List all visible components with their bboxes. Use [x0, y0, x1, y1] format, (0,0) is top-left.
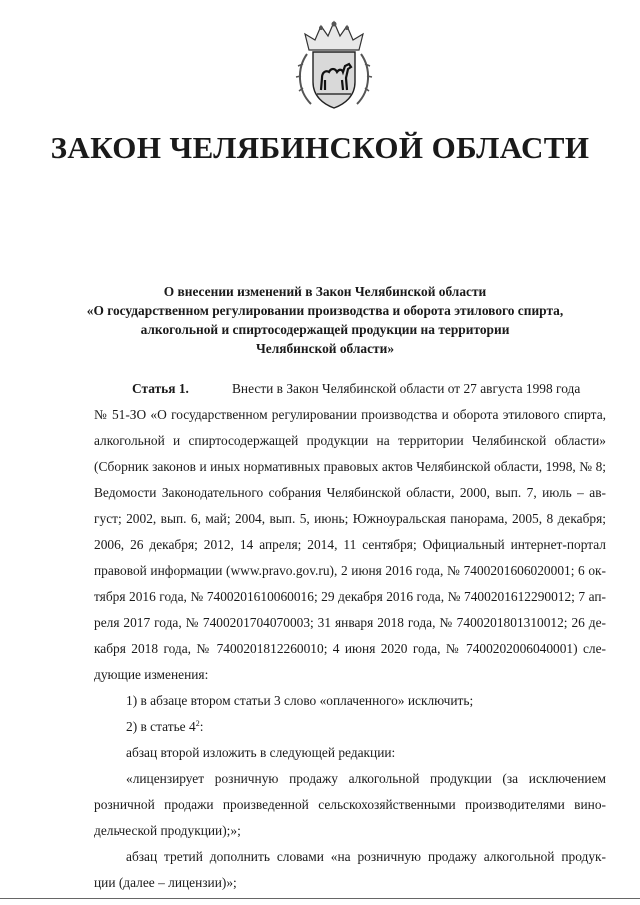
- body-line: тября 2016 года, № 7400201610060016; 29 декабря 2016 года, № 7400201612290012; 7 ап-: [94, 589, 606, 604]
- body-line: кабря 2018 года, № 7400201812260010; 4 июня 2020 года, № 7400202006040001) сле-: [94, 641, 606, 656]
- third-paragraph-line: ции (далее – лицензии)»;: [94, 875, 237, 890]
- list-item-1: 1) в абзаце втором статьи 3 слово «оплаченного» исключить;: [126, 693, 474, 708]
- document-title: ЗАКОН ЧЕЛЯБИНСКОЙ ОБЛАСТИ: [50, 130, 590, 165]
- body-line: реля 2017 года, № 7400201704070003; 31 января 2018 года, № 7400201801310012; 26 де-: [94, 615, 606, 630]
- paragraph-second-intro: абзац второй изложить в следующей редакции:: [126, 745, 396, 760]
- page-bottom-edge: [0, 898, 640, 899]
- article-heading-line: [94, 376, 606, 402]
- chelyabinsk-coat-of-arms-icon: [295, 20, 373, 112]
- quote-line: «лицензирует розничную продажу алкогольной продукции (за исключением: [126, 771, 606, 786]
- body-line: № 51-ЗО «О государственном регулировании производства и оборота этилового спирта,: [94, 407, 606, 422]
- subtitle-line: О внесении изменений в Закон Челябинской области: [163, 284, 487, 299]
- quote-line: дельческой продукции);»;: [94, 823, 241, 838]
- item2-superscript: 2: [195, 719, 200, 728]
- list-item-2: [94, 714, 606, 740]
- subtitle-line: Челябинской области»: [255, 341, 395, 356]
- document-body: [94, 376, 606, 896]
- body-line: 2006, 26 декабря; 2012, 14 апреля; 2014, 11 сентября; Официальный интернет-портал: [94, 537, 606, 552]
- third-paragraph-line: абзац третий дополнить словами «на розничную продажу алкогольной продук-: [126, 849, 606, 864]
- body-line: алкогольной и спиртосодержащей продукции на территории Челябинской области»: [94, 433, 606, 448]
- body-line: (Сборник законов и иных нормативных правовых актов Челябинской области, 1998, № 8;: [94, 459, 606, 474]
- law-subtitle: [60, 282, 590, 358]
- item2-prefix: 2) в статье 4: [126, 719, 196, 734]
- article-label: Статья 1.: [132, 381, 189, 396]
- body-line: густ; 2002, вып. 6, май; 2004, вып. 5, июнь; Южноуральская панорама, 2005, 8 декабря;: [94, 511, 606, 526]
- article-first-line: Внести в Закон Челябинской области от 27 августа 1998 года: [232, 381, 581, 396]
- body-line: Ведомости Законодательного собрания Челябинской области, 2000, вып. 7, июль – ав-: [94, 485, 606, 500]
- body-line: правовой информации (www.pravo.gov.ru), 2 июня 2016 года, № 7400201606020001; 6 ок-: [94, 563, 606, 578]
- subtitle-line: «О государственном регулировании производства и оборота этилового спирта,: [86, 303, 564, 318]
- item2-suffix: :: [199, 719, 204, 734]
- subtitle-line: алкогольной и спиртосодержащей продукции на территории: [140, 322, 510, 337]
- body-line: дующие изменения:: [94, 667, 209, 682]
- quote-line: розничной продажи произведенной сельскохозяйственными производителями вино-: [94, 797, 606, 812]
